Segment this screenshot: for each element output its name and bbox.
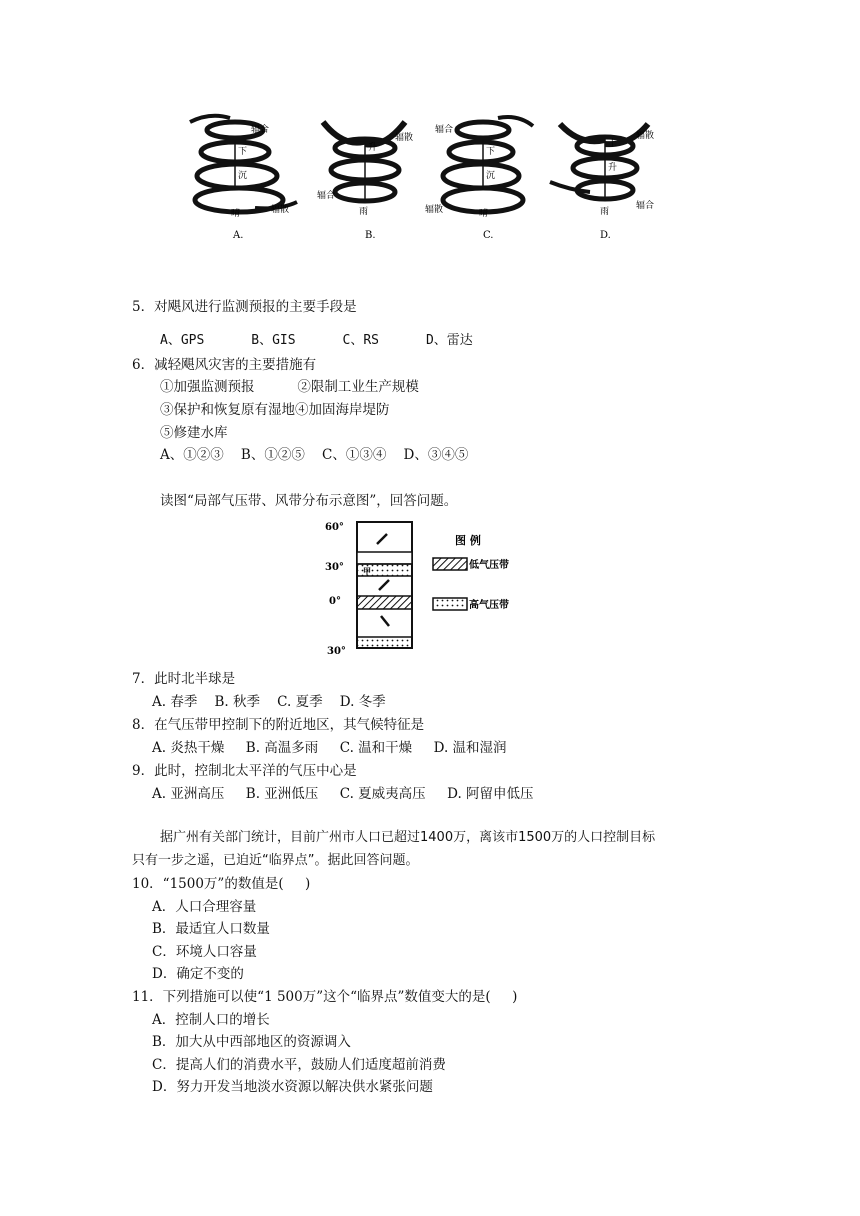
question-11-option-a: A．控制人口的增长 [152, 1012, 270, 1028]
question-10-option-b: B．最适宜人口数量 [152, 921, 270, 937]
spiral-panel-b [317, 122, 413, 241]
question-10-stem: 10．“1500万”的数值是( ) [132, 876, 311, 892]
question-5-stem: 5．对飓风进行监测预报的主要手段是 [132, 299, 357, 315]
svg-text:晴: 晴 [231, 209, 241, 219]
panel-c-caption: C. [483, 230, 494, 241]
pressure-belt-figure [325, 518, 535, 658]
question-8-options: A. 炎热干燥 B. 高温多雨 C. 温和干燥 D. 温和湿润 [152, 740, 507, 756]
svg-text:升: 升 [608, 163, 618, 173]
question-9-options: A. 亚洲高压 B. 亚洲低压 C. 夏威夷高压 D. 阿留申低压 [152, 786, 534, 802]
pressure-figure-intro: 读图“局部气压带、风带分布示意图”，回答问题。 [160, 493, 458, 509]
panel-d-caption: D. [600, 230, 611, 241]
low-pressure-belt-equator [357, 596, 412, 609]
legend-title: 图 例 [455, 534, 481, 547]
question-6-options: A、①②③ B、①②⑤ C、①③④ D、③④⑤ [160, 447, 469, 463]
question-11-option-c: C．提高人们的消费水平，鼓励人们适度超前消费 [152, 1057, 446, 1073]
svg-text:辐散: 辐散 [425, 205, 444, 215]
spiral-panel-c [425, 117, 533, 241]
svg-text:升: 升 [368, 143, 378, 153]
svg-text:下: 下 [486, 147, 496, 157]
question-11-option-d: D．努力开发当地淡水资源以解决供水紧张问题 [152, 1079, 433, 1095]
question-8-stem: 8．在气压带甲控制下的附近地区，其气候特征是 [132, 717, 425, 733]
question-10-option-a: A．人口合理容量 [152, 899, 257, 915]
question-6-line-1: ①加强监测预报 ②限制工业生产规模 [160, 379, 419, 395]
lat-0-label: 0° [329, 596, 341, 607]
svg-text:沉: 沉 [238, 171, 248, 181]
legend-high-label: 高气压带 [469, 600, 509, 611]
svg-text:雨: 雨 [359, 207, 369, 217]
question-5-options: A、GPS B、GIS C、RS D、雷达 [160, 333, 473, 348]
lat-60-label: 60° [325, 522, 344, 533]
svg-text:辐散: 辐散 [271, 205, 290, 215]
population-intro-line-1: 据广州有关部门统计，目前广州市人口已超过1400万，离该市1500万的人口控制目标 [160, 830, 656, 845]
question-10-option-c: C．环境人口容量 [152, 944, 257, 960]
svg-text:上: 上 [608, 139, 618, 149]
question-7-options: A. 春季 B. 秋季 C. 夏季 D. 冬季 [152, 694, 386, 710]
population-intro-line-2: 只有一步之遥，已迫近“临界点”。据此回答问题。 [132, 853, 419, 868]
spiral-figure [185, 110, 675, 245]
marker-jia: 甲 [363, 566, 371, 576]
legend-high-swatch [433, 598, 467, 610]
lat-30n-label: 30° [325, 562, 344, 573]
upper-belt [357, 552, 412, 564]
svg-text:雨: 雨 [600, 207, 610, 217]
question-9-stem: 9．此时，控制北太平洋的气压中心是 [132, 763, 357, 779]
legend-low-label: 低气压带 [469, 560, 509, 571]
panel-b-caption: B. [365, 230, 376, 241]
question-6-line-3: ⑤修建水库 [160, 425, 228, 441]
legend-low-swatch [433, 558, 467, 570]
question-6-stem: 6．减轻飓风灾害的主要措施有 [132, 357, 317, 373]
panel-a-label: 辐合 [251, 125, 270, 135]
question-10-option-d: D．确定不变的 [152, 966, 244, 982]
question-11-option-b: B．加大从中西部地区的资源调入 [152, 1034, 351, 1050]
question-7-stem: 7．此时北半球是 [132, 671, 236, 687]
spiral-panel-d [550, 124, 654, 241]
question-6-line-2: ③保护和恢复原有湿地④加固海岸堤防 [160, 402, 390, 418]
svg-text:辐合: 辐合 [636, 201, 655, 211]
lat-30s-label: 30° [327, 646, 346, 657]
panel-a-caption: A. [233, 230, 244, 241]
svg-text:晴: 晴 [479, 209, 489, 219]
svg-text:辐散: 辐散 [636, 131, 655, 141]
high-pressure-belt-30s [357, 637, 412, 648]
svg-text:辐合: 辐合 [317, 191, 336, 201]
svg-text:辐散: 辐散 [395, 133, 414, 143]
question-11-stem: 11．下列措施可以使“1 500万”这个“临界点”数值变大的是( ) [132, 989, 518, 1005]
svg-text:辐合: 辐合 [435, 125, 454, 135]
spiral-panel-a [190, 116, 297, 241]
svg-text:沉: 沉 [486, 171, 496, 181]
svg-text:下: 下 [238, 147, 248, 157]
